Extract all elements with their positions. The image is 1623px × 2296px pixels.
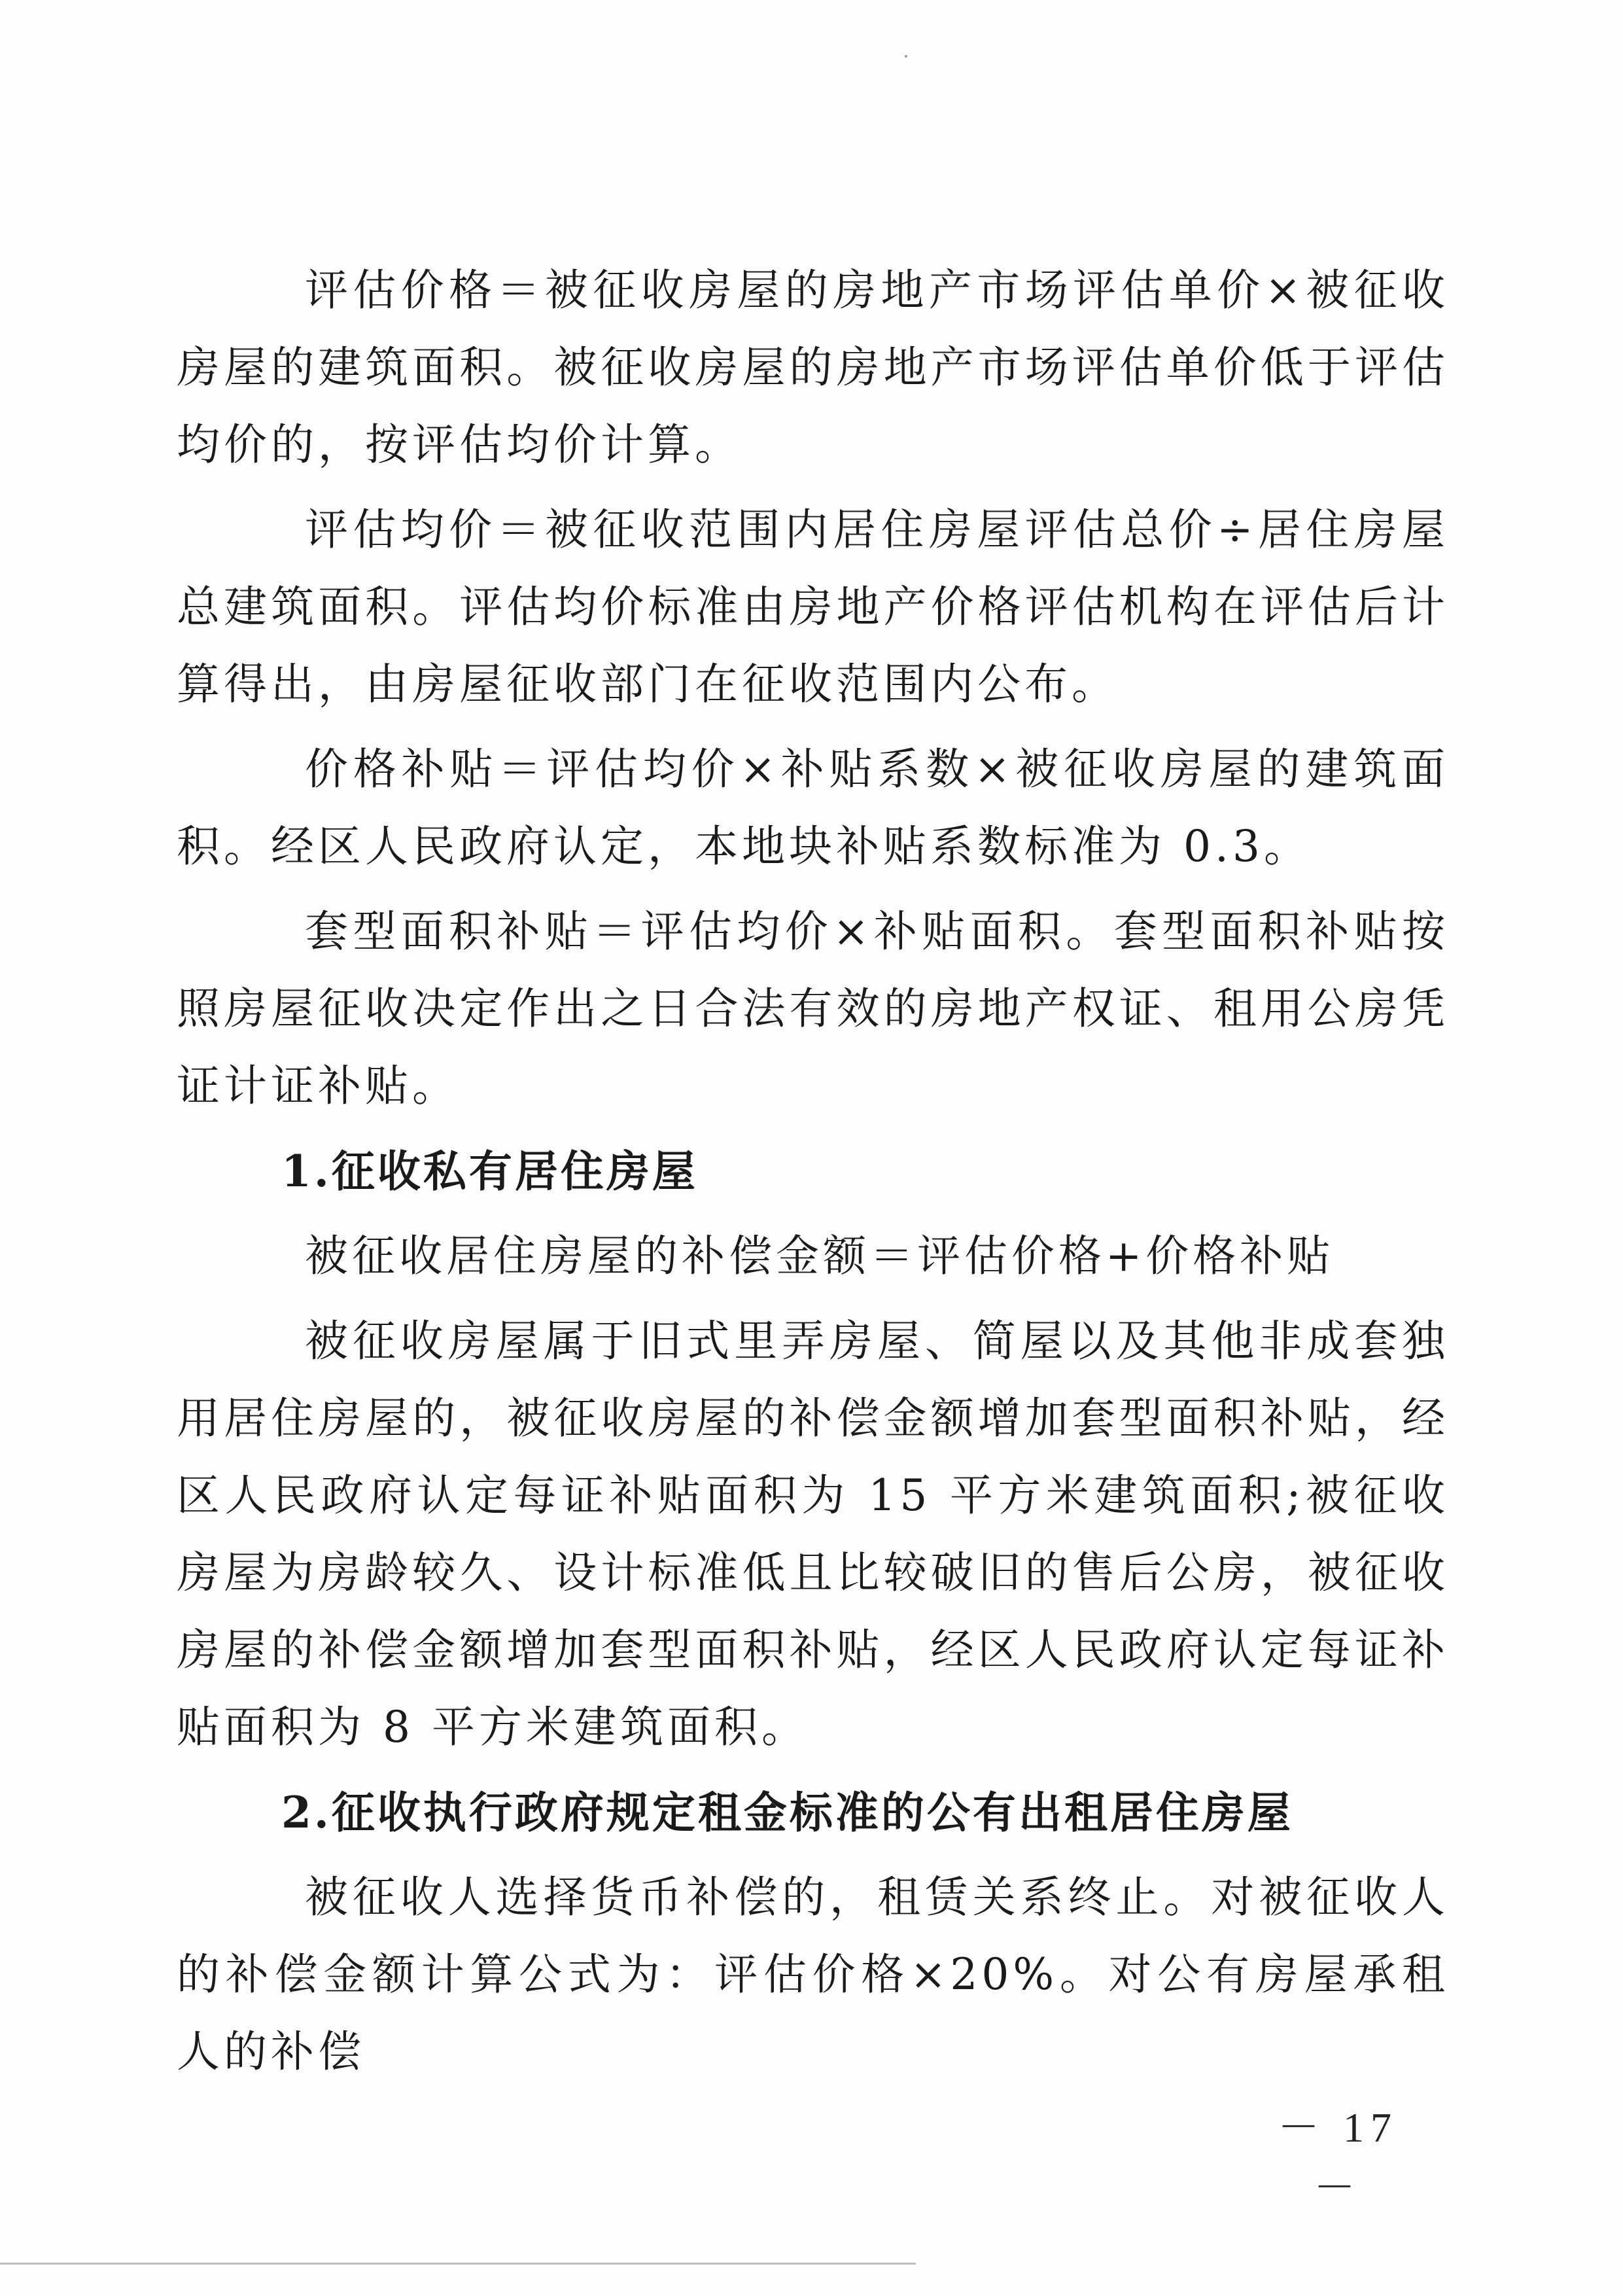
paragraph-public-rental-compensation: 被征收人选择货币补偿的，租赁关系终止。对被征收人的补偿金额计算公式为：评估价格×20%。对公有房屋承租人的补偿 [177, 1872, 1449, 2077]
section-heading-public-rental: 2.征收执行政府规定租金标准的公有出租居住房屋 [281, 1787, 1293, 1838]
scan-speck [905, 55, 907, 58]
paragraph-area-subsidy: 套型面积补贴＝评估均价×补贴面积。套型面积补贴按照房屋征收决定作出之日合法有效的房地产权证、租用公房凭证计证补贴。 [177, 906, 1449, 1111]
scan-edge-line [0, 2263, 916, 2265]
section-heading-private-housing: 1.征收私有居住房屋 [281, 1146, 698, 1197]
paragraph-assessed-price: 评估价格＝被征收房屋的房地产市场评估单价×被征收房屋的建筑面积。被征收房屋的房地产市场评估单价低于评估均价的，按评估均价计算。 [177, 265, 1449, 470]
paragraph-compensation-formula: 被征收居住房屋的补偿金额＝评估价格+价格补贴 [305, 1231, 1335, 1281]
page-number: － 17 － [1278, 2104, 1398, 2211]
document-body [177, 252, 1449, 2098]
paragraph-old-housing-subsidy: 被征收房屋属于旧式里弄房屋、简屋以及其他非成套独用居住房屋的，被征收房屋的补偿金额增加套型面积补贴，经区人民政府认定每证补贴面积为 15 平方米建筑面积;被征收房屋为房龄较久、设计标准低且比较破旧的售后公房，被征收房屋的补偿金额增加套型面积补贴，经区人民政府认定每证补贴面积为 8 平方米建筑面积。 [177, 1316, 1449, 1752]
paragraph-average-price: 评估均价＝被征收范围内居住房屋评估总价÷居住房屋总建筑面积。评估均价标准由房地产价格评估机构在评估后计算得出，由房屋征收部门在征收范围内公布。 [177, 504, 1449, 709]
paragraph-price-subsidy: 价格补贴＝评估均价×补贴系数×被征收房屋的建筑面积。经区人民政府认定，本地块补贴系数标准为 0.3。 [177, 744, 1449, 872]
